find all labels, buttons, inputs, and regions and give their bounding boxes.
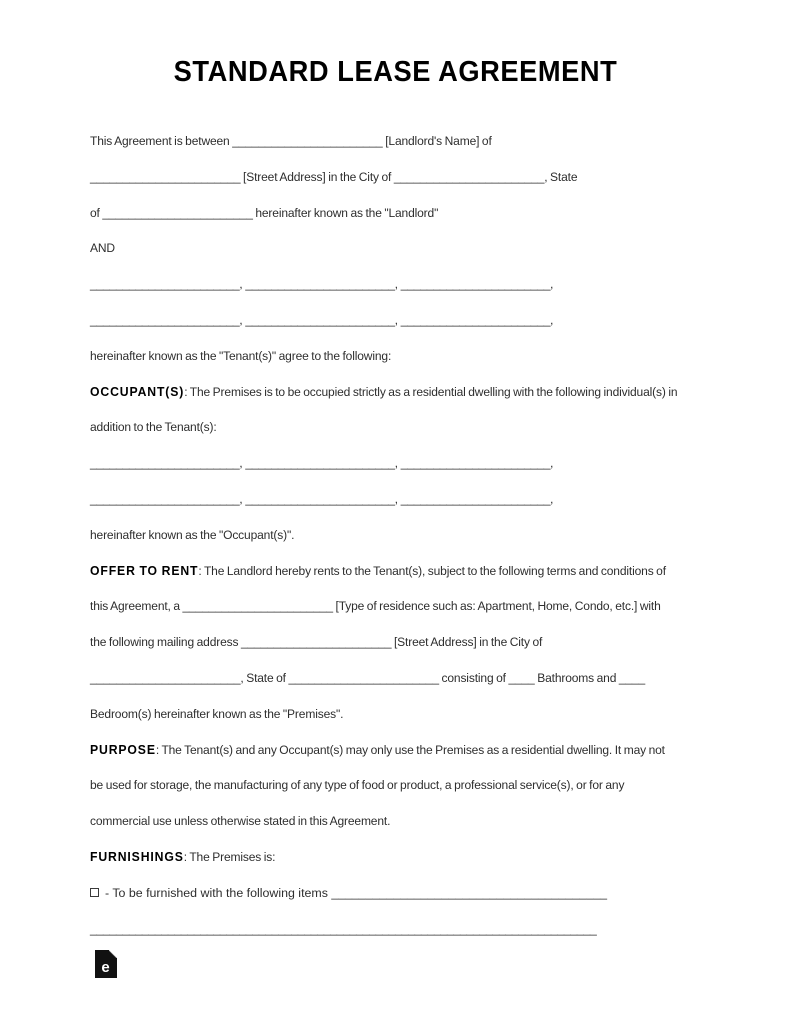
tenant-blank-row-2: _______________________, _______________________, _______________________, [90,312,554,327]
furnishings-section [90,840,678,876]
offer-to-rent-heading: OFFER TO RENT [90,563,199,578]
offer-to-rent-section [90,554,678,733]
purpose-heading: PURPOSE [90,742,156,757]
intro-paragraph-line-3: of _______________________ hereinafter known as the "Landlord" [90,205,439,220]
furnishings-heading: FURNISHINGS [90,849,184,864]
purpose-section [90,733,678,840]
furnishings-body: : The Premises is: [183,849,276,864]
furnished-option-row[interactable] [90,876,696,912]
and-label: AND [90,241,115,256]
purpose-body: : The Tenant(s) and any Occupant(s) may only use the Premises as a residential dwelling. It may not be used for storage, the manufacturing of any type of food or product, a professional service(s), or for any commercial use unless otherwise stated in this Agreement. [90,742,665,829]
occupants-body: : The Premises is to be occupied strictly as a residential dwelling with the following individual(s) in addition to the Tenant(s): [90,384,678,435]
furnished-checkbox[interactable] [90,888,99,897]
occupants-section [90,375,678,447]
tenant-hereinafter-line: hereinafter known as the "Tenant(s)" agree to the following: [90,348,392,363]
occupant-hereinafter-line: hereinafter known as the "Occupant(s)". [90,527,295,542]
occupants-heading: OCCUPANT(S) [90,384,185,399]
intro-paragraph-line-2: _______________________ [Street Address] in the City of _______________________, State [90,169,578,184]
page-title: STANDARD LEASE AGREEMENT [173,56,618,88]
tenant-blank-row-1: _______________________, _______________________, _______________________, [90,277,554,292]
eforms-logo [95,950,117,978]
occupant-blank-row-2: _______________________, _______________________, _______________________, [90,491,554,506]
offer-to-rent-body: : The Landlord hereby rents to the Tenant(s), subject to the following terms and conditions of this Agreement, a _______________________ [Type of residence such as: Apartment, Home, Condo, etc.] with the following mailing address _______________________ [Street Address] in the City of _______________________, State of _______________________ consisting of ____ Bathrooms and ____ Bedroom(s) hereinafter known as the "Premises". [90,563,666,721]
furnished-continuation-line: ______________________________________________________________________________ [90,921,597,936]
svg-text:e: e [101,959,110,977]
occupant-blank-row-1: _______________________, _______________________, _______________________, [90,456,554,471]
furnished-option-label: - To be furnished with the following items ________________________________________ [105,885,608,900]
intro-paragraph-line-1: This Agreement is between _______________________ [Landlord's Name] of [90,134,492,148]
document-body [90,124,696,947]
